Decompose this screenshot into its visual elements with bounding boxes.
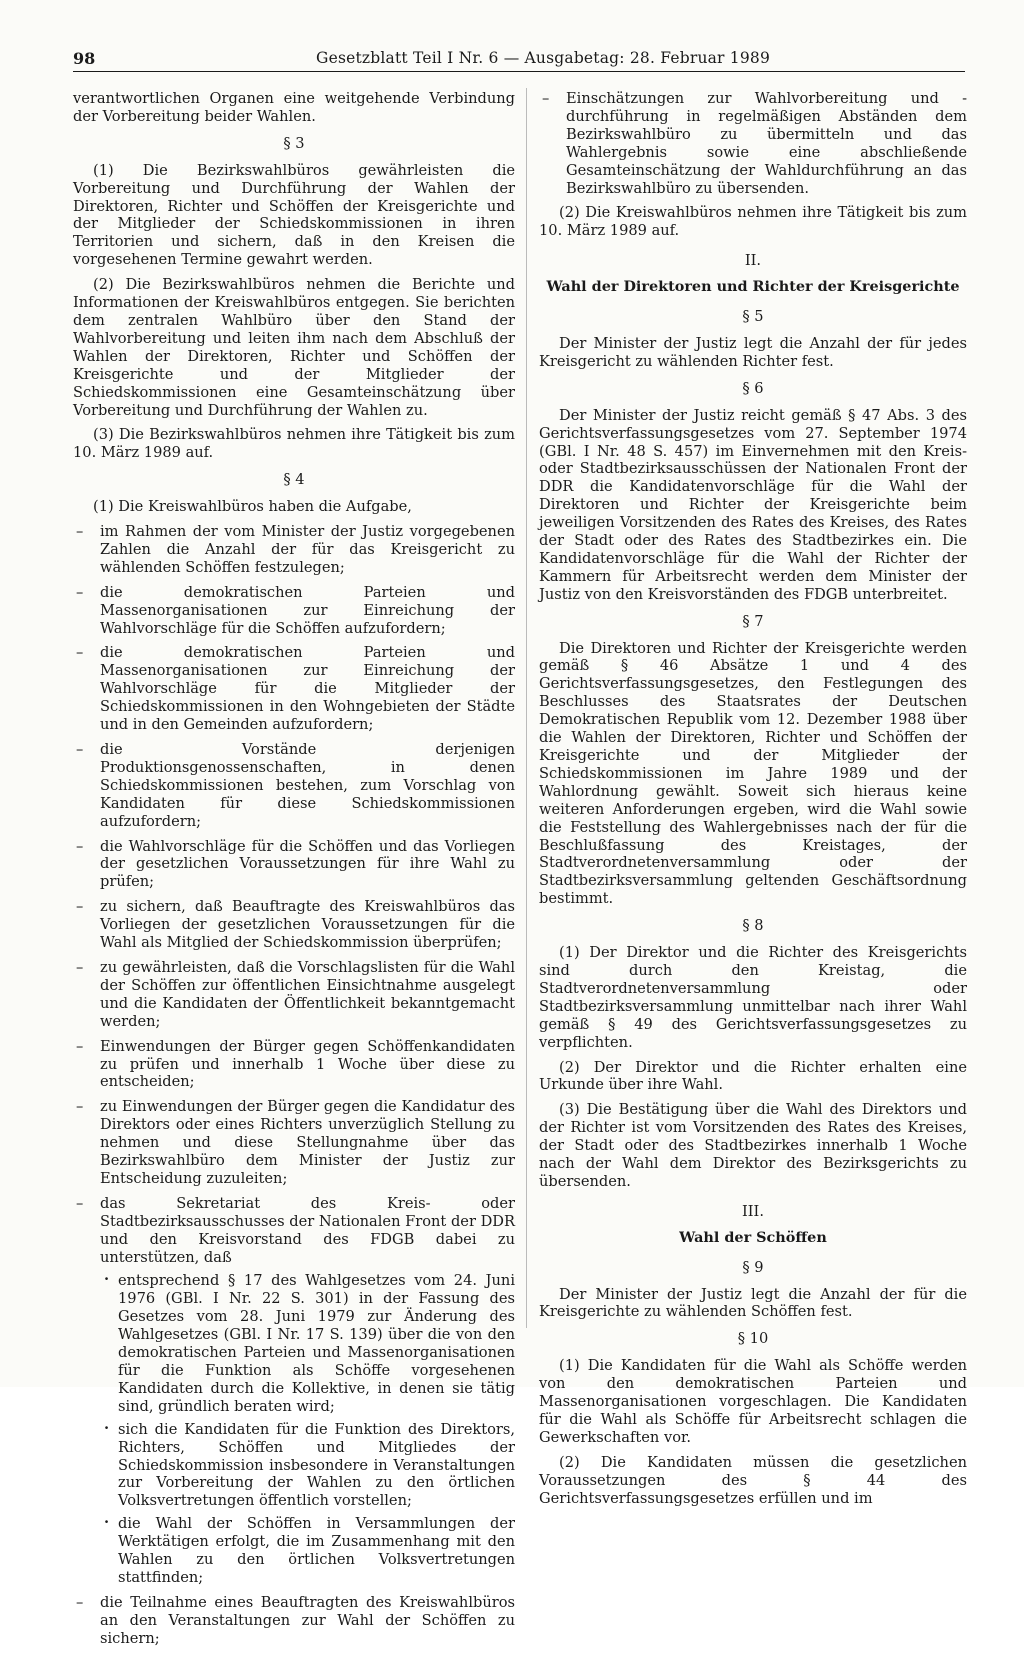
section-8-paragraph-1: (1) Der Direktor und die Richter des Kreisgerichts sind durch den Kreistag, die Stadtverordnetenversammlung oder Stadtbezirksversammlung unmittelbar nach ihrer Wahl gemäß § 49 des Gerichtsverfassungsgesetzes zu verpflichten. bbox=[539, 944, 967, 1051]
section-7-text: Die Direktoren und Richter der Kreisgerichte werden gemäß § 46 Absätze 1 und 4 des Gerichtsverfassungsgesetzes, den Festlegungen des Beschlusses des Staatsrates der Deutschen Demokratischen Republik vom 12. Dezember 1988 über die Wahlen der Direktoren, Richter und Schöffen der Kreisgerichte und der Mitglieder der Schiedskommissionen im Jahre 1989 und der Wahlordnung gewählt. Soweit sich hieraus keine weiteren Anforderungen ergeben, wird die Wahl sowie die Feststellung des Wahlergebnisses nach der für die Beschlußfassung des Kreistages, der Stadtverordnetenversammlung oder der Stadtbezirksversammlung geltenden Geschäftsordnung bestimmt. bbox=[539, 639, 967, 908]
part-2-numeral: II. bbox=[744, 252, 762, 270]
task-item: – die Teilnahme eines Beauftragten des Kreiswahlbüros an den Veranstaltungen zur Wahl der Schöffen zu sichern; bbox=[73, 1594, 515, 1648]
part-2-title: Wahl der Direktoren und Richter der Kreisgerichte bbox=[546, 278, 960, 296]
section-10-paragraph-1: (1) Die Kandidaten für die Wahl als Schöffe werden von den demokratischen Parteien und Massenorganisationen vorgeschlagen. Die Kandidaten für die Wahl als Schöffe für Arbeitsrecht schlagen die Gewerkschaften vor. bbox=[539, 1357, 967, 1446]
section-4-intro: (1) Die Kreiswahlbüros haben die Aufgabe, bbox=[93, 498, 412, 516]
section-10-paragraph-2: (2) Die Kandidaten müssen die gesetzlichen Voraussetzungen des § 44 des Gerichtsverfassungsgesetzes erfüllen und im bbox=[539, 1453, 967, 1507]
section-5-heading: § 5 bbox=[742, 308, 764, 326]
section-9-text: Der Minister der Justiz legt die Anzahl der für die Kreisgerichte zu wählenden Schöffen fest. bbox=[539, 1285, 967, 1321]
task-item: – zu gewährleisten, daß die Vorschlagslisten für die Wahl der Schöffen zur öffentlichen Einsichtnahme ausgelegt und die Kandidaten der Öffentlichkeit bekanntgemacht werden; bbox=[73, 959, 515, 1031]
part-3-title: Wahl der Schöffen bbox=[679, 1228, 827, 1246]
section-4-paragraph-2: (2) Die Kreiswahlbüros nehmen ihre Tätigkeit bis zum 10. März 1989 auf. bbox=[539, 204, 967, 240]
sub-item: · entsprechend § 17 des Wahlgesetzes vom 24. Juni 1976 (GBl. I Nr. 22 S. 301) in der Fassung des Gesetzes vom 28. Juni 1979 zur Änderung des Wahlgesetzes (GBl. I Nr. 17 S. 139) über die von den demokratischen Parteien und Massenorganisationen für die Funktion als Schöffe vorgesehenen Kandidaten durch die Kollektive, in denen sie tätig sind, gründlich beraten wird; bbox=[100, 1272, 515, 1415]
section-4-heading: § 4 bbox=[283, 471, 305, 489]
section-5-text: Der Minister der Justiz legt die Anzahl der für jedes Kreisgericht zu wählenden Richter fest. bbox=[539, 334, 967, 370]
section-8-paragraph-3: (3) Die Bestätigung über die Wahl des Direktors und der Richter ist vom Vorsitzenden des Rates des Kreises, der Stadt oder des Stadtbezirkes innerhalb 1 Woche nach der Wahl dem Direktor des Bezirksgerichts zu übersenden. bbox=[539, 1101, 967, 1190]
secretariat-text: das Sekretariat des Kreis- oder Stadtbezirksausschusses der Nationalen Front der DDR und den Kreisvorstand des FDGB dabei zu unterstützen, daß bbox=[100, 1194, 515, 1266]
task-item: – im Rahmen der vom Minister der Justiz vorgegebenen Zahlen die Anzahl der für das Kreisgericht zu wählenden Schöffen festzulegen; bbox=[73, 523, 515, 577]
gazette-title: Gesetzblatt Teil I Nr. 6 — Ausgabetag: 28. Februar 1989 bbox=[316, 49, 771, 67]
left-column bbox=[73, 90, 515, 1655]
task-item: – die Vorstände derjenigen Produktionsgenossenschaften, in denen Schiedskommissionen bestehen, zum Vorschlag von Kandidaten für diese Schiedskommissionen aufzufordern; bbox=[73, 741, 515, 831]
section-3-paragraph-1: (1) Die Bezirkswahlbüros gewährleisten die Vorbereitung und Durchführung der Wahlen der Direktoren, Richter und Schöffen der Kreisgerichte und der Mitglieder der Schiedskommissionen in ihren Territorien und sichern, daß in den Kreisen die vorgesehenen Termine gewahrt werden. bbox=[73, 161, 515, 269]
part-3-numeral: III. bbox=[742, 1202, 764, 1220]
task-item: – Einwendungen der Bürger gegen Schöffenkandidaten zu prüfen und innerhalb 1 Woche über diese zu entscheiden; bbox=[73, 1038, 515, 1092]
page-number: 98 bbox=[73, 49, 96, 68]
section-9-heading: § 9 bbox=[742, 1258, 764, 1276]
section-3-paragraph-2: (2) Die Bezirkswahlbüros nehmen die Berichte und Informationen der Kreiswahlbüros entgegen. Sie berichten dem zentralen Wahlbüro über den Stand der Wahlvorbereitung und leiten ihm nach dem Abschluß der Wahlen der Direktoren, Richter und Schöffen der Kreisgerichte und der Mitglieder der Schiedskommissionen eine Gesamteinschätzung über Vorbereitung und Durchführung der Wahlen zu. bbox=[73, 276, 515, 419]
sub-item: · die Wahl der Schöffen in Versammlungen der Werktätigen erfolgt, die im Zusammenhang mit den Wahlen zu den örtlichen Volksvertretungen stattfinden; bbox=[100, 1515, 515, 1587]
intro-paragraph: verantwortlichen Organen eine weitgehende Verbindung der Vorbereitung beider Wahlen. bbox=[73, 90, 515, 125]
continued-task-list bbox=[539, 90, 967, 197]
section-4-task-list bbox=[73, 523, 515, 1648]
task-item: – zu Einwendungen der Bürger gegen die Kandidatur des Direktors oder eines Richters unverzüglich Stellung zu nehmen und diese Stellungnahme über das Bezirkswahlbüro dem Minister der Justiz zur Entscheidung zuzuleiten; bbox=[73, 1098, 515, 1188]
section-3-paragraph-3: (3) Die Bezirkswahlbüros nehmen ihre Tätigkeit bis zum 10. März 1989 auf. bbox=[73, 426, 515, 462]
section-8-heading: § 8 bbox=[742, 917, 764, 935]
right-column bbox=[539, 90, 967, 1515]
section-3-heading: § 3 bbox=[283, 134, 305, 152]
secretariat-sub-list bbox=[100, 1272, 515, 1586]
task-item: – Einschätzungen zur Wahlvorbereitung und -durchführung in regelmäßigen Abständen dem Bezirkswahlbüro zu übermitteln und das Wahlergebnis sowie eine abschließende Gesamteinschätzung der Wahldurchführung an das Bezirkswahlbüro zu übersenden. bbox=[539, 90, 967, 197]
task-item-secretariat bbox=[73, 1195, 515, 1587]
task-item: – die Wahlvorschläge für die Schöffen und das Vorliegen der gesetzlichen Voraussetzungen für ihre Wahl zu prüfen; bbox=[73, 838, 515, 892]
task-item: – zu sichern, daß Beauftragte des Kreiswahlbüros das Vorliegen der gesetzlichen Voraussetzungen für die Wahl als Mitglied der Schiedskommission überprüfen; bbox=[73, 898, 515, 952]
task-item: – die demokratischen Parteien und Massenorganisationen zur Einreichung der Wahlvorschläge für die Mitglieder der Schiedskommissionen in den Wohngebieten der Städte und in den Gemeinden aufzufordern; bbox=[73, 644, 515, 734]
section-10-heading: § 10 bbox=[737, 1330, 769, 1348]
page-header bbox=[73, 47, 965, 72]
section-8-paragraph-2: (2) Der Direktor und die Richter erhalten eine Urkunde über ihre Wahl. bbox=[539, 1058, 967, 1094]
section-6-text: Der Minister der Justiz reicht gemäß § 47 Abs. 3 des Gerichtsverfassungsgesetzes vom 27. September 1974 (GBl. I Nr. 48 S. 457) im Einvernehmen mit den Kreis- oder Stadtbezirksausschüssen der Nationalen Front der DDR die Kandidatenvorschläge für die Wahl der Direktoren und Richter der Kreisgerichte beim jeweiligen Vorsitzenden des Rates des Kreises, des Rates der Stadt oder des Rates des Stadtbezirkes ein. Die Kandidatenvorschläge für die Wahl der Richter der Kammern für Arbeitsrecht werden dem Minister der Justiz von den Kreisvorständen des FDGB unterbreitet. bbox=[539, 406, 967, 603]
section-7-heading: § 7 bbox=[742, 612, 764, 630]
column-divider bbox=[526, 88, 527, 1328]
sub-item: · sich die Kandidaten für die Funktion des Direktors, Richters, Schöffen und Mitgliedes der Schiedskommission insbesondere in Veranstaltungen zur Vorbereitung der Wahlen zu den örtlichen Volksvertretungen öffentlich vorstellen; bbox=[100, 1421, 515, 1511]
section-6-heading: § 6 bbox=[742, 379, 764, 397]
task-item: – die demokratischen Parteien und Massenorganisationen zur Einreichung der Wahlvorschläge für die Schöffen aufzufordern; bbox=[73, 584, 515, 638]
